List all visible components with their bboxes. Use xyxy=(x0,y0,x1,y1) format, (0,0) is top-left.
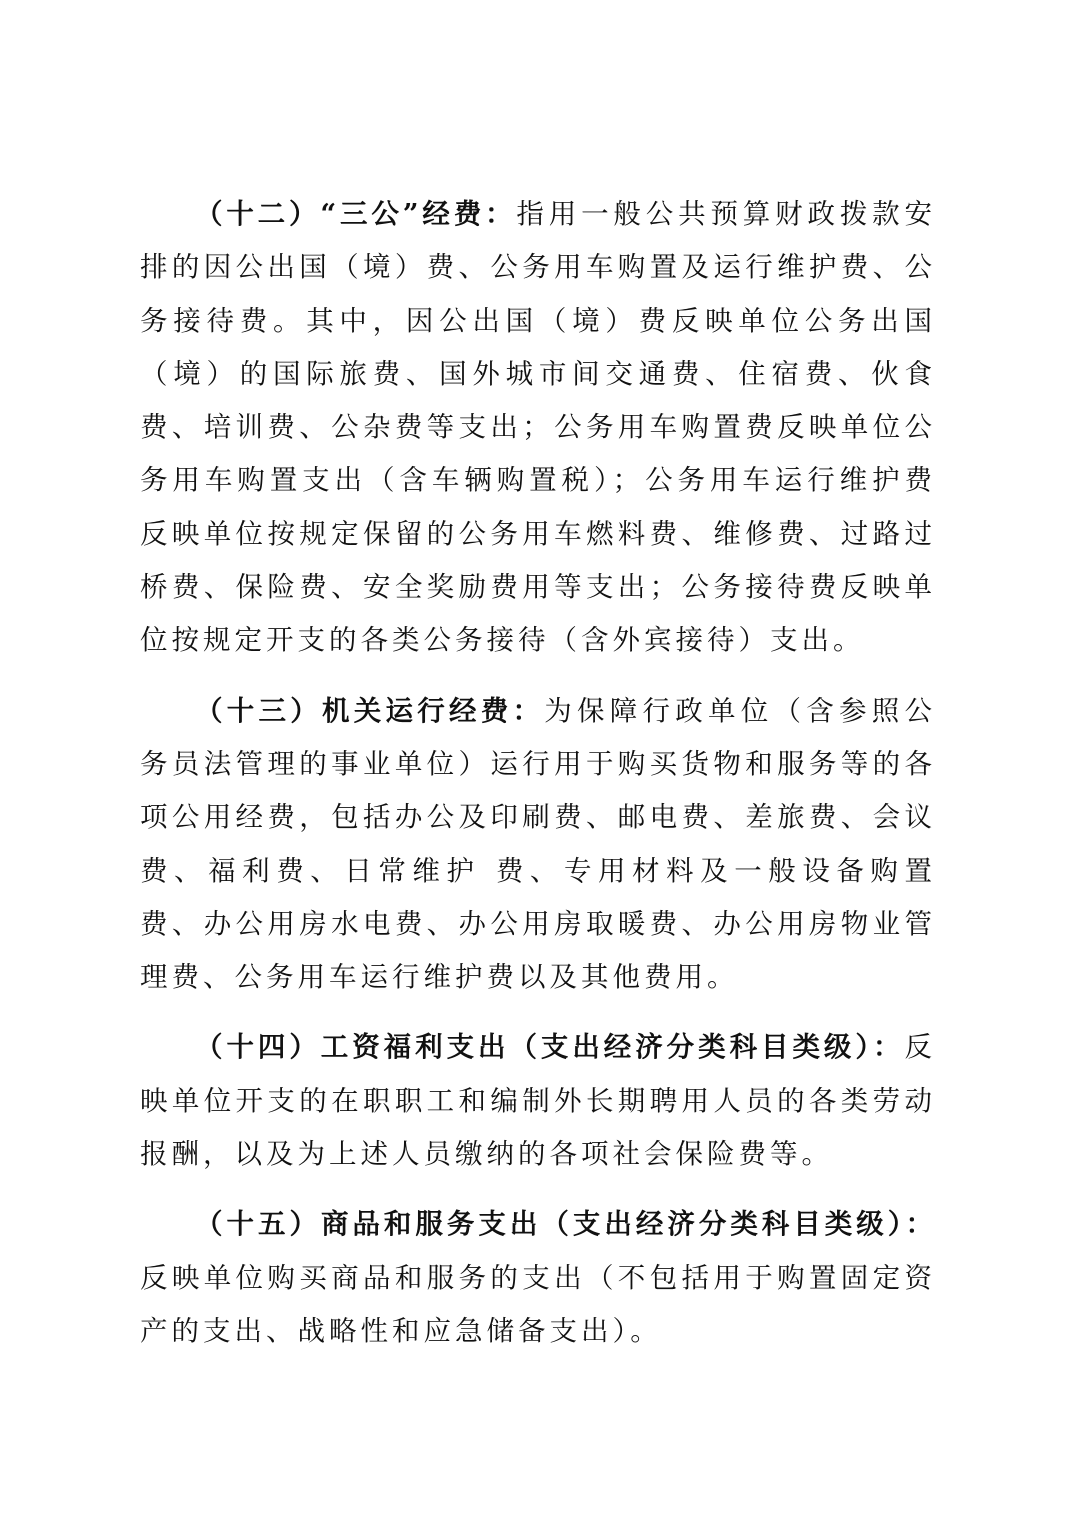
paragraph-text: 反映单位开支的在职职工和编制外长期聘用人员的各类劳动报酬，以及为上述人员缴纳的各项社会保险费等。 xyxy=(140,1031,936,1171)
paragraph-heading: （十四）工资福利支出（支出经济分类科目类级）： xyxy=(195,1031,905,1064)
paragraph-text: 指用一般公共预算财政拨款安排的因公出国（境）费、公务用车购置及运行维护费、公务接待费。其中，因公出国（境）费反映单位公务出国（境）的国际旅费、国外城市间交通费、住宿费、伙食费、培训费、公杂费等支出；公务用车购置费反映单位公务用车购置支出（含车辆购置税）；公务用车运行维护费反映单位按规定保留的公务用车燃料费、维修费、过路过桥费、保险费、安全奖励费用等支出；公务接待费反映单位按规定开支的各类公务接待（含外宾接待）支出。 xyxy=(140,198,937,657)
paragraph-heading: （十五）商品和服务支出（支出经济分类科目类级）： xyxy=(195,1208,936,1241)
paragraph-agency-operating-expenses xyxy=(140,685,936,1005)
paragraph-heading: （十二）“三公”经费： xyxy=(195,198,517,230)
paragraph-wages-welfare xyxy=(140,1021,936,1181)
document-body xyxy=(140,188,936,1358)
paragraph-heading: （十三）机关运行经费： xyxy=(195,694,545,727)
paragraph-san-gong-expenses xyxy=(140,188,936,668)
paragraph-goods-services xyxy=(140,1198,936,1358)
paragraph-text: 反映单位购买商品和服务的支出（不包括用于购置固定资产的支出、战略性和应急储备支出）。 xyxy=(140,1261,936,1347)
paragraph-text: 为保障行政单位（含参照公务员法管理的事业单位）运行用于购买货物和服务等的各项公用经费，包括办公及印刷费、邮电费、差旅费、会议费、福利费、日常维护 费、专用材料及一般设备购置费、办公用房水电费、办公用房取暖费、办公用房物业管理费、公务用车运行维护费以及其他费用。 xyxy=(140,694,936,994)
